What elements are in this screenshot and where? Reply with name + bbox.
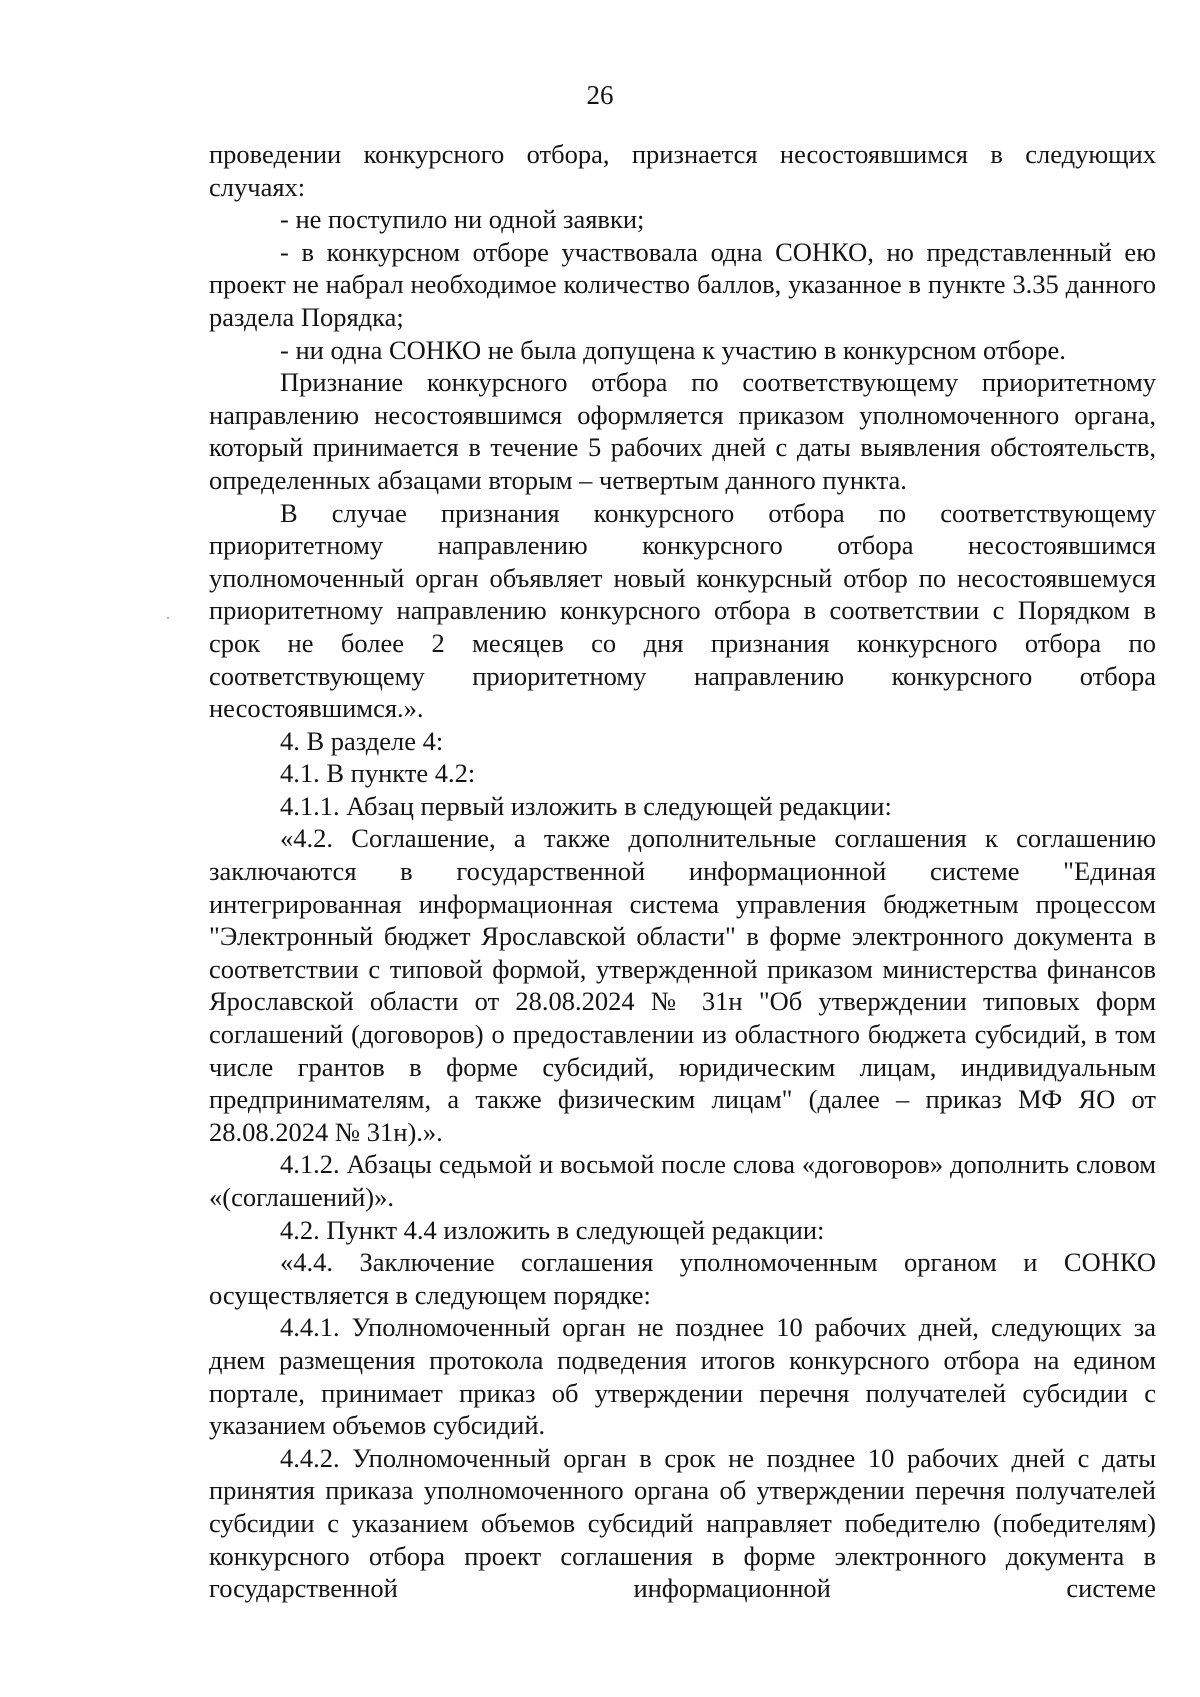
page-number: 26 [586,80,614,110]
list-item-no-applications: - не поступило ни одной заявки; [280,204,645,235]
quoted-clause-4-2: «4.2. Соглашение, а также дополнительные соглашения к соглашению заключаются в государственной информационной системе "Единая интегрированная информационная система управления бюджетным процессом "Электронный бюджет Ярославской области" в форме электронного документа в соответствии с типовой формой, утвержденной приказом министерства финансов Ярославской области от 28.08.2024 № 31н "Об утверждении типовых форм соглашений (договоров) о предоставлении из областного бюджета субсидий, в том числе грантов в форме субсидий, юридическим лицам, индивидуальным предпринимателям, а также физическим лицам" (далее – приказ МФ ЯО от 28.08.2024 № 31н).». [209,823,1156,1147]
scan-artifact-dot [167,617,169,619]
clause-4-1-2: 4.1.2. Абзацы седьмой и восьмой после слова «договоров» дополнить словом «(соглашений)». [209,1149,1156,1212]
document-body [209,138,1156,1605]
clause-4-1-1: 4.1.1. Абзац первый изложить в следующей редакции: [280,790,892,821]
quoted-clause-4-4: «4.4. Заключение соглашения уполномоченным органом и СОНКО осуществляется в следующем порядке: [209,1247,1156,1310]
section-heading-4: 4. В разделе 4: [280,725,444,756]
paragraph-recognition-order: Признание конкурсного отбора по соответствующему приоритетному направлению несостоявшимся оформляется приказом уполномоченного органа, который принимается в течение 5 рабочих дней с даты выявления обстоятельств, определенных абзацами вторым – четвертым данного пункта. [209,367,1156,495]
clause-4-4-2: 4.4.2. Уполномоченный орган в срок не позднее 10 рабочих дней с даты принятия приказа уполномоченного органа об утверждении перечня получателей субсидии с указанием объемов субсидий направляет победителю (победителям) конкурсного отбора проект соглашения в форме электронного документа в государственной информационной системе [209,1442,1156,1604]
clause-4-4-1: 4.4.1. Уполномоченный орган не позднее 10 рабочих дней, следующих за днем размещения протокола подведения итогов конкурсного отбора на едином портале, принимает приказ об утверждении перечня получателей субсидии с указанием объемов субсидий. [209,1312,1156,1441]
clause-4-1: 4.1. В пункте 4.2: [280,758,476,789]
list-item-none-admitted: - ни одна СОНКО не была допущена к участию в конкурсном отборе. [280,334,1066,365]
paragraph-continuation: проведении конкурсного отбора, признается несостоявшимся в следующих случаях: [209,139,1156,202]
clause-4-2: 4.2. Пункт 4.4 изложить в следующей редакции: [280,1214,825,1245]
list-item-single-participant: - в конкурсном отборе участвовала одна СОНКО, но представленный ею проект не набрал необходимое количество баллов, указанное в пункте 3.35 данного раздела Порядка; [209,236,1156,332]
paragraph-new-selection: В случае признания конкурсного отбора по соответствующему приоритетному направлению конкурсного отбора несостоявшимся уполномоченный орган объявляет новый конкурсный отбор по несостоявшемуся приоритетному направлению конкурсного отбора в соответствии с Порядком в срок не более 2 месяцев со дня признания конкурсного отбора по соответствующему приоритетному направлению конкурсного отбора несостоявшимся.». [209,497,1156,724]
